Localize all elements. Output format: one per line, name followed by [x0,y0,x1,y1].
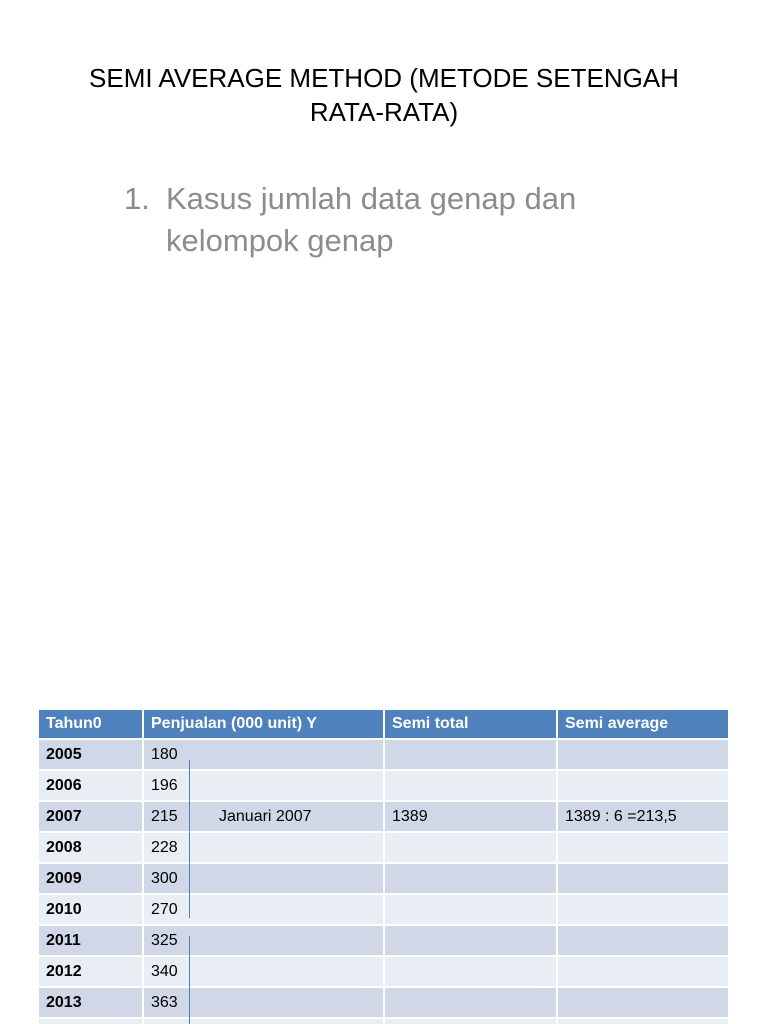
sales-value: 325 [151,931,178,949]
cell-semi-total [384,925,557,956]
cell-semi-total [384,770,557,801]
cell-semi-average: 1389 : 6 =213,5 [557,801,729,832]
header-semi-average: Semi average [557,710,729,739]
cell-semi-average [557,863,729,894]
cell-semi-total [384,863,557,894]
sales-cell-content [151,864,376,893]
cell-sales [143,894,384,925]
cell-year [39,1018,143,1024]
sales-value: 196 [151,776,178,794]
sales-value: 363 [151,993,178,1011]
sales-value: 340 [151,962,178,980]
cell-year: 2010 [39,894,143,925]
semi-average-table [39,710,729,1024]
cell-semi-total [384,987,557,1018]
cell-semi-average [557,739,729,770]
table-row [39,1018,729,1024]
sales-cell-content [151,833,376,862]
cell-year: 2006 [39,770,143,801]
sales-cell-content [151,740,376,769]
sales-value: 228 [151,838,178,856]
table-header-row [39,710,729,739]
table-row [39,801,729,832]
cell-sales [143,956,384,987]
sales-value: 270 [151,900,178,918]
bullet-item [124,178,644,262]
slide-title [80,61,688,129]
cell-sales [143,1018,384,1024]
cell-semi-total: 1389 [384,801,557,832]
cell-semi-total [384,1018,557,1024]
cell-semi-average [557,1018,729,1024]
cell-semi-average [557,832,729,863]
sales-value: 180 [151,745,178,763]
header-year: Tahun0 [39,710,143,739]
cell-semi-total [384,894,557,925]
cell-sales [143,863,384,894]
table-row [39,832,729,863]
cell-year: 2009 [39,863,143,894]
table-row [39,863,729,894]
cell-year: 2012 [39,956,143,987]
table-row [39,925,729,956]
cell-sales [143,987,384,1018]
first-group-bracket [189,760,190,918]
sales-cell-content [151,802,376,831]
cell-semi-average [557,956,729,987]
cell-semi-average [557,894,729,925]
sales-cell-content [151,957,376,986]
cell-semi-total [384,956,557,987]
sales-cell-content [151,926,376,955]
bullet-text: Kasus jumlah data genap dan kelompok genap [166,181,577,258]
bullet-number: 1. [124,181,150,216]
bullet-list [124,178,644,262]
sales-value: 300 [151,869,178,887]
slide-title-line-1: SEMI AVERAGE METHOD (METODE SETENGAH [89,63,679,93]
cell-year: 2005 [39,739,143,770]
sales-note: Januari 2007 [219,807,312,825]
cell-year: 2011 [39,925,143,956]
sales-cell-content [151,988,376,1017]
cell-semi-average [557,925,729,956]
sales-value: 215 [151,807,178,825]
table-row [39,987,729,1018]
cell-sales [143,925,384,956]
cell-semi-total [384,832,557,863]
cell-sales [143,770,384,801]
cell-semi-total [384,739,557,770]
cell-sales [143,739,384,770]
cell-sales [143,832,384,863]
header-sales: Penjualan (000 unit) Y [143,710,384,739]
sales-cell-content [151,771,376,800]
sales-cell-content [151,1019,376,1024]
cell-year: 2007 [39,801,143,832]
sales-cell-content [151,895,376,924]
table-row [39,894,729,925]
semi-average-table-container [39,710,729,1024]
cell-year: 2013 [39,987,143,1018]
table-row [39,956,729,987]
cell-sales [143,801,384,832]
table-row [39,739,729,770]
cell-semi-average [557,770,729,801]
slide-title-line-2: RATA-RATA) [309,97,459,127]
second-group-bracket [189,936,190,1024]
table-body [39,739,729,1024]
cell-year: 2008 [39,832,143,863]
table-row [39,770,729,801]
cell-semi-average [557,987,729,1018]
header-semi-total: Semi total [384,710,557,739]
